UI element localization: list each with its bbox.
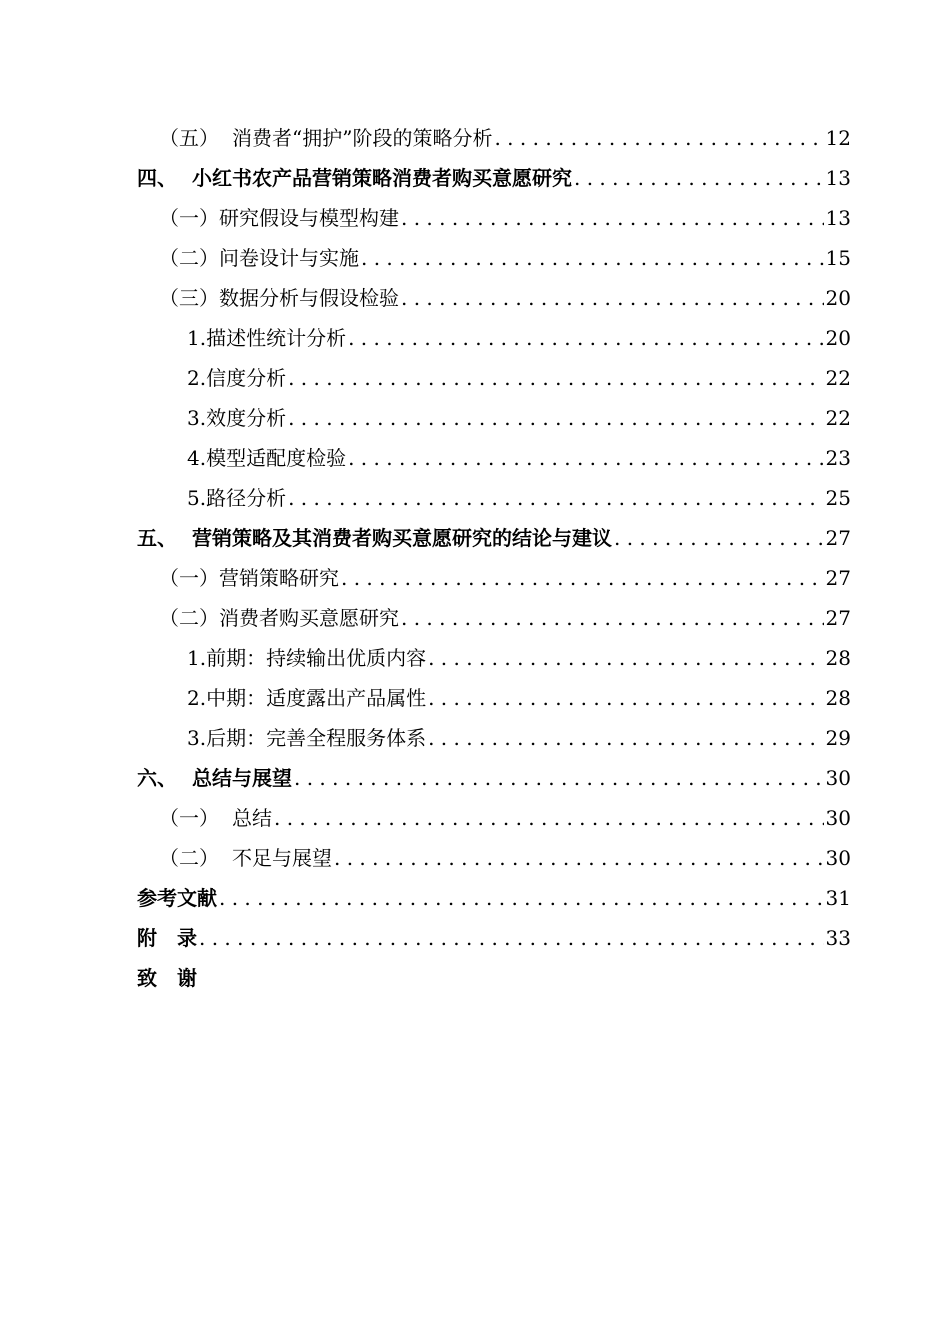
toc-entry-page: 33 [825, 926, 851, 950]
toc-leader-dots [361, 238, 824, 278]
toc-entry-number: （一） [159, 806, 219, 830]
toc-leader-dots [614, 518, 824, 558]
toc-entry-number: （二） [159, 846, 219, 870]
toc-entry[interactable] [137, 598, 851, 638]
toc-entry-page: 28 [825, 646, 851, 670]
toc-entry-page: 15 [825, 246, 851, 270]
toc-leader-dots [428, 718, 823, 758]
toc-entry-title: 消费者“拥护”阶段的策略分析 [232, 126, 493, 150]
toc-leader-dots [288, 398, 823, 438]
toc-entry-page: 30 [825, 846, 851, 870]
toc-entry-title: 附 录 [137, 926, 197, 950]
toc-entry-page: 13 [825, 206, 851, 230]
toc-entry-number: 五、 [137, 526, 177, 550]
toc-entry-page: 22 [825, 406, 851, 430]
toc-entry[interactable] [137, 318, 851, 358]
toc-leader-dots [574, 158, 824, 198]
toc-entry-page: 12 [825, 126, 851, 150]
toc-entry-page: 27 [825, 566, 851, 590]
toc-leader-dots [334, 838, 824, 878]
toc-entry-title: 2.中期：适度露出产品属性 [187, 686, 427, 710]
toc-entry-page: 30 [825, 806, 851, 830]
toc-entry-page: 31 [825, 886, 851, 910]
toc-entry[interactable] [137, 958, 851, 998]
toc-entry-title: 营销策略及其消费者购买意愿研究的结论与建议 [192, 526, 612, 550]
toc-entry-title: 参考文献 [137, 886, 217, 910]
toc-entry-title: 1.描述性统计分析 [187, 326, 347, 350]
toc-entry-page: 23 [825, 446, 851, 470]
toc-entry-number: 六、 [137, 766, 177, 790]
toc-entry[interactable] [137, 918, 851, 958]
toc-entry[interactable] [137, 638, 851, 678]
toc-entry-page: 13 [825, 166, 851, 190]
toc-leader-dots [348, 438, 823, 478]
toc-leader-dots [494, 118, 823, 158]
toc-entry-title: 小红书农产品营销策略消费者购买意愿研究 [192, 166, 572, 190]
toc-entry[interactable] [137, 798, 851, 838]
table-of-contents [137, 118, 851, 998]
toc-entry-title: （二）消费者购买意愿研究 [159, 606, 399, 630]
toc-leader-dots [288, 478, 823, 518]
toc-entry-page: 20 [825, 286, 851, 310]
toc-entry[interactable] [137, 558, 851, 598]
toc-entry-title: 总结 [232, 806, 272, 830]
toc-entry-page: 25 [825, 486, 851, 510]
toc-entry[interactable] [137, 478, 851, 518]
toc-entry-page: 27 [825, 526, 851, 550]
toc-entry-title: （一）营销策略研究 [159, 566, 339, 590]
toc-entry[interactable] [137, 398, 851, 438]
toc-entry-title: 4.模型适配度检验 [187, 446, 347, 470]
toc-entry-title: （二）问卷设计与实施 [159, 246, 359, 270]
toc-entry[interactable] [137, 238, 851, 278]
toc-entry-title: 2.信度分析 [187, 366, 287, 390]
toc-leader-dots [341, 558, 824, 598]
toc-leader-dots [219, 878, 824, 918]
toc-entry-page: 29 [825, 726, 851, 750]
toc-entry[interactable] [137, 438, 851, 478]
toc-entry-title: （一）研究假设与模型构建 [159, 206, 399, 230]
toc-entry-title: 不足与展望 [232, 846, 332, 870]
toc-entry[interactable] [137, 358, 851, 398]
toc-entry-title: 1.前期：持续输出优质内容 [187, 646, 427, 670]
toc-leader-dots [401, 598, 824, 638]
toc-entry-number: 四、 [137, 166, 177, 190]
toc-entry[interactable] [137, 758, 851, 798]
toc-leader-dots [294, 758, 824, 798]
toc-leader-dots [401, 278, 824, 318]
toc-entry-title: 总结与展望 [192, 766, 292, 790]
toc-entry-title: 致 谢 [137, 966, 197, 990]
toc-leader-dots [428, 678, 823, 718]
toc-entry-page: 30 [825, 766, 851, 790]
toc-entry[interactable] [137, 678, 851, 718]
toc-entry[interactable] [137, 878, 851, 918]
toc-entry-title: 3.后期：完善全程服务体系 [187, 726, 427, 750]
toc-entry[interactable] [137, 838, 851, 878]
toc-entry[interactable] [137, 278, 851, 318]
toc-leader-dots [428, 638, 823, 678]
toc-entry-title: （三）数据分析与假设检验 [159, 286, 399, 310]
toc-entry-page: 20 [825, 326, 851, 350]
toc-entry[interactable] [137, 198, 851, 238]
toc-entry-page: 28 [825, 686, 851, 710]
toc-entry[interactable] [137, 118, 851, 158]
toc-entry[interactable] [137, 518, 851, 558]
toc-leader-dots [401, 198, 824, 238]
toc-entry-title: 5.路径分析 [187, 486, 287, 510]
toc-entry-number: （五） [159, 126, 219, 150]
toc-entry-page: 22 [825, 366, 851, 390]
toc-leader-dots [274, 798, 824, 838]
toc-leader-dots [199, 918, 824, 958]
toc-entry[interactable] [137, 718, 851, 758]
toc-entry-page: 27 [825, 606, 851, 630]
toc-leader-dots [288, 358, 823, 398]
toc-entry-title: 3.效度分析 [187, 406, 287, 430]
toc-leader-dots [348, 318, 823, 358]
toc-entry[interactable] [137, 158, 851, 198]
